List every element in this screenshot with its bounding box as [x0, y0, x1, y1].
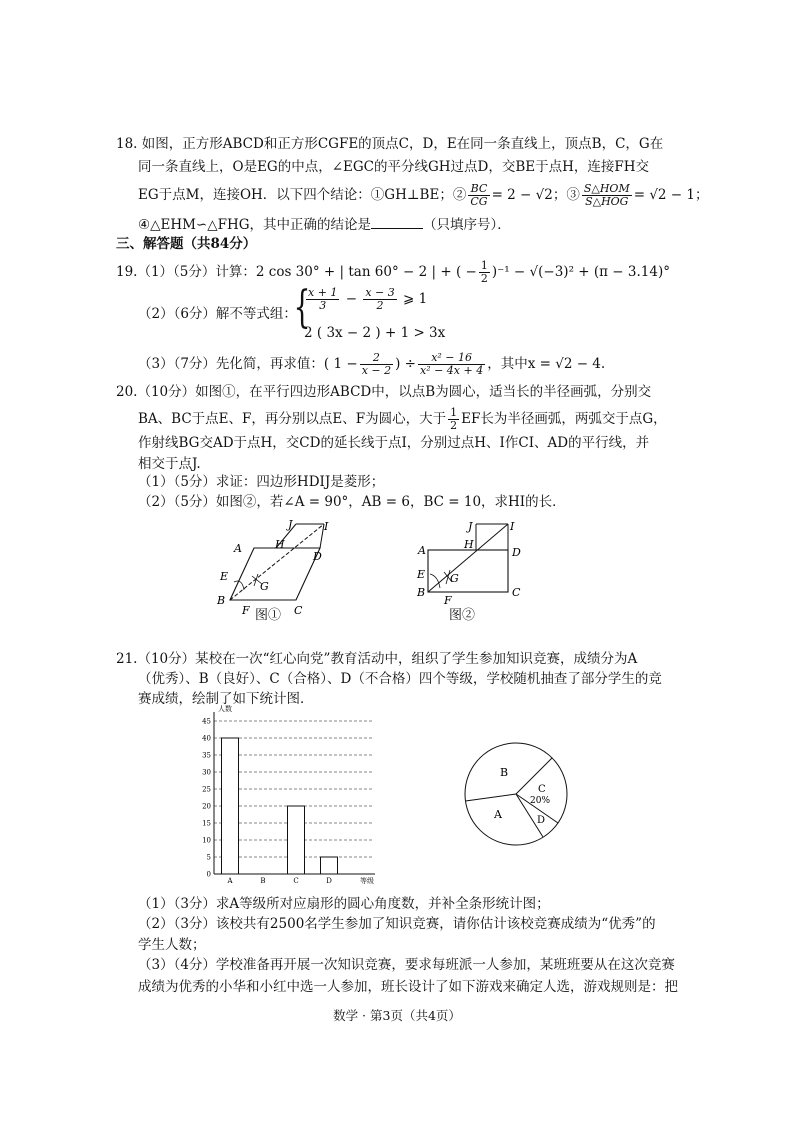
frac-num: 2 [360, 352, 393, 365]
q18-line4 [138, 214, 511, 234]
q19-p3-c: ，其中x = √2 − 4. [487, 356, 606, 372]
q20-l2-b: EF长为半径画弧，两弧交于点G， [461, 411, 667, 427]
label-B: B [217, 594, 226, 607]
frac-num: x − 3 [365, 286, 395, 299]
q20-part1: （1）（5分）求证：四边形HDIJ是菱形； [138, 474, 385, 490]
figure-2-caption: 图② [449, 608, 476, 623]
label-F: F [444, 594, 452, 607]
frac-num: S△HOM [583, 182, 630, 195]
q19-p1-a: 19.（1）（5分）计算：2 cos 30° + | tan 60° − 2 | + ( − [116, 264, 477, 280]
q19-frac-2 [418, 352, 485, 377]
x-tick-label: B [260, 877, 266, 885]
label-I: I [510, 520, 515, 533]
parallelogram-abcd [230, 548, 320, 600]
frac-den: x − 2 [361, 364, 392, 377]
left-brace-icon: { [293, 282, 311, 333]
label-C: C [294, 604, 303, 617]
q21-line2: （优秀）、B（良好）、C（合格）、D（不合格）四个等级，学校随机抽查了部分学生的竞 [138, 671, 662, 687]
q21-part3-b: 成绩为优秀的小华和小红中选一人参加，班长设计了如下游戏来确定人选，游戏规则是：把 [138, 979, 678, 995]
q21-part2-a: （2）（3分）该校共有2500名学生参加了知识竞赛，请你估计该校竞赛成绩为“优秀”的 [138, 916, 656, 932]
q20-line3: 作射线BG交AD于点H，交CD的延长线于点I，分别过点H、I作CI、AD的平行线，并 [138, 435, 650, 451]
pie-label-A: A [494, 808, 502, 821]
q20-line2 [138, 407, 667, 432]
q20-l2-a: BA、BC于点E、F，再分别以点E、F为圆心，大于 [138, 411, 447, 427]
y-tick-label: 25 [202, 785, 211, 794]
label-F: F [242, 604, 250, 617]
label-B: B [417, 586, 426, 599]
bar-A [222, 738, 239, 874]
frac-den: x² − 4x + 4 [419, 364, 484, 377]
x-tick-label: A [227, 877, 233, 885]
label-I: I [324, 520, 329, 533]
figure-1-caption: 图① [255, 608, 282, 623]
y-ticks [202, 718, 211, 879]
q19-frac-half [479, 260, 490, 285]
pie-label-D: D [537, 815, 546, 826]
frac-b [363, 287, 396, 312]
frac-num: x² − 16 [418, 352, 485, 365]
q18-frac-area [582, 183, 632, 208]
q18-line1: 18. 如图，正方形ABCD和正方形CGFE的顶点C，D，E在同一条直线上，顶点B，C，G在 [116, 136, 664, 152]
q19-part2: （2）（6分）解不等式组： [138, 306, 297, 322]
q21-line1: 21.（10分）某校在一次“红心向党”教育活动中，组织了学生参加知识竞赛，成绩分为A [116, 651, 638, 667]
frac-num: 1 [480, 259, 488, 272]
y-tick-label: 20 [202, 802, 211, 811]
pie-annotation-C: 20% [530, 796, 551, 806]
x-tick-label: C [293, 877, 299, 885]
bar-C [288, 806, 305, 874]
q19-ineq1 [304, 287, 427, 312]
q18-frac-bc-cg [468, 183, 489, 208]
q19-frac-1 [360, 352, 393, 377]
label-A: A [234, 542, 242, 555]
q18-line3 [138, 183, 709, 208]
q20-line4: 相交于点J. [138, 456, 201, 472]
y-tick-label: 30 [202, 768, 211, 777]
q19-part3 [138, 352, 605, 377]
label-A: A [418, 544, 426, 557]
x-tick-label: D [326, 877, 332, 885]
label-D: D [512, 546, 521, 559]
frac-a [306, 287, 339, 312]
bar-chart [190, 702, 390, 892]
q18-line2: 同一条直线上，O是EG的中点，∠EGC的平分线GH过点D，交BE于点H，连接FH交 [138, 159, 650, 175]
pie-label-B: B [500, 766, 509, 779]
q19-p3-a: （3）（7分）先化简，再求值：( 1 − [138, 356, 358, 372]
y-tick-label: 15 [202, 819, 211, 828]
label-H: H [275, 538, 285, 551]
ray-bg [428, 524, 508, 592]
label-J: J [468, 520, 473, 533]
q21-part2-b: 学生人数； [138, 937, 206, 953]
q19-p1-b: )⁻¹ − √(−3)² + (π − 3.14)° [491, 264, 670, 280]
pie-label-C: C [538, 784, 546, 795]
frac-den: 2 [376, 299, 384, 312]
q21-part1: （1）（3分）求A等级所对应扇形的圆心角度数，并补全条形统计图； [138, 896, 550, 912]
label-J: J [288, 518, 293, 531]
label-H: H [464, 538, 474, 551]
frac-num: 1 [450, 406, 458, 419]
label-G: G [260, 580, 269, 593]
label-C: C [512, 586, 521, 599]
pie-chart [460, 738, 572, 850]
label-D: D [313, 550, 322, 563]
frac-den: 2 [450, 419, 458, 432]
q19-ineq2: 2 ( 3x − 2 ) + 1 > 3x [304, 325, 446, 341]
q21-line3: 赛成绩，绘制了如下统计图． [138, 691, 314, 707]
q18-line3-a: EG于点M，连接OH．以下四个结论：①GH⊥BE；② [138, 187, 467, 203]
y-tick-label: 35 [202, 751, 211, 760]
page-footer: 数学 · 第3页（共4页） [333, 1008, 461, 1023]
x-axis-label: 等级 [360, 877, 374, 885]
y-tick-label: 45 [202, 717, 211, 726]
q18-answer-blank[interactable] [371, 214, 423, 229]
label-G: G [450, 572, 459, 585]
y-tick-label: 10 [202, 836, 211, 845]
q20-line1: 20.（10分）如图①，在平行四边形ABCD中，以点B为圆心，适当长的半径画弧，分别交 [116, 384, 652, 400]
y-tick-label: 5 [206, 853, 211, 862]
minus: − [345, 291, 358, 307]
rectangle-abcd [428, 550, 508, 592]
label-E: E [220, 570, 229, 583]
q19-part1 [116, 260, 670, 285]
frac-num: BC [468, 183, 489, 196]
y-axis-label: 人数 [218, 705, 232, 713]
q18-line4-b: （只填序号）． [423, 217, 511, 233]
section3-heading: 三、解答题（共84分） [116, 236, 257, 252]
x-ticks [226, 877, 332, 885]
q18-line3-b: = 2 − √2；③ [491, 187, 580, 203]
label-E: E [417, 568, 426, 581]
q18-line4-a: ④△EHM∽△FHG，其中正确的结论是 [138, 217, 372, 233]
y-tick-label: 0 [206, 870, 211, 879]
q21-part3-a: （3）（4分）学校准备再开展一次知识竞赛，要求每班派一人参加，某班班要从在这次竞赛 [138, 957, 675, 973]
frac-den: CG [470, 195, 488, 208]
q20-frac-half [448, 407, 459, 432]
frac-den: 2 [480, 272, 488, 285]
y-tick-label: 40 [202, 734, 211, 743]
bar-D [321, 857, 338, 874]
q18-line3-c: = √2 − 1； [633, 187, 709, 203]
q20-part2: （2）（5分）如图②，若∠A = 90°，AB = 6，BC = 10，求HI的长． [138, 494, 566, 510]
frac-num: x + 1 [308, 286, 338, 299]
frac-den: 3 [319, 299, 327, 312]
ineq-end: ⩾ 1 [403, 291, 428, 307]
frac-den: S△HOG [585, 195, 629, 208]
q19-p3-b: ) ÷ [395, 356, 416, 372]
